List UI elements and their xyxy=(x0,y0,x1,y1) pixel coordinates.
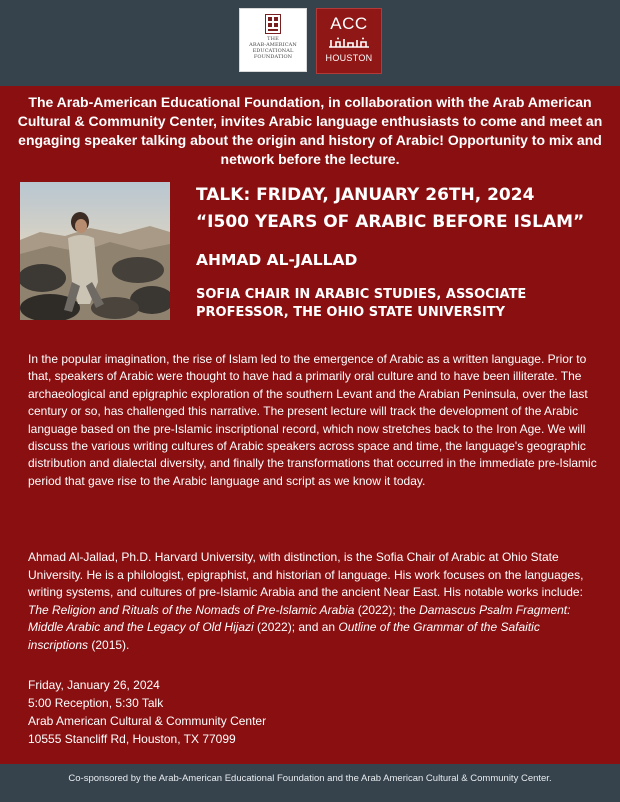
bio-work-title: The Religion and Rituals of the Nomads of Pre-Islamic Arabia xyxy=(28,602,355,617)
footer xyxy=(0,764,620,802)
lecture-abstract: In the popular imagination, the rise of Islam led to the emergence of Arabic as a written language. Prior to that, speakers of Arabic were thought to have had a primarily oral culture and to have been illiterate. The archaeological and epigraphic exploration of the southern Levant and the Arabian Peninsula, over the last century or so, has challenged this narrative. The present lecture will track the development of the Arabic language based on the pre-Islamic inscriptional record, which now stretches back to the Iron Age. We will discuss the various writing cultures of Arabic speakers across space and time, the language's geographic distribution and dialectal diversity, and finally the transformations that occurred in the immediate pre-Islamic period that gave rise to the Arabic language and script as we know it today. xyxy=(28,352,597,488)
acc-logo[interactable] xyxy=(316,8,382,74)
acc-logo-city: HOUSTON xyxy=(325,53,373,63)
aaef-logo[interactable] xyxy=(239,8,307,72)
speaker-name: AHMAD AL-JALLAD xyxy=(196,251,358,269)
aaef-logo-line: EDUCATIONAL xyxy=(252,48,294,54)
bio-text: Ahmad Al-Jallad, Ph.D. Harvard University, with distinction, is the Sofia Chair of Arabic at Ohio State University. He is a philologist, epigraphist, and historian of language. His work focuses on the languages, writing systems, and cultures of pre-Islamic Arabia and the ancient Near East. His notable works include: xyxy=(28,550,584,599)
event-date: Friday, January 26, 2024 xyxy=(28,678,160,692)
bio-work-title: Damascus Psalm Fragment: Middle Arabic and the Legacy of Old Hijazi xyxy=(28,602,571,634)
talk-title: “I500 YEARS OF ARABIC BEFORE ISLAM” xyxy=(196,212,585,232)
aaef-logo-line: ARAB-AMERICAN xyxy=(249,42,297,48)
event-address: 10555 Stancliff Rd, Houston, TX 77099 xyxy=(28,732,236,746)
aaef-logo-line: THE xyxy=(267,36,279,42)
flyer-main xyxy=(0,86,620,764)
intro-text: The Arab-American Educational Foundation, in collaboration with the Arab American Cultural & Community Center, invites Arabic language enthusiasts to come and meet an engaging speaker talking about the origin and history of Arabic! Opportunity to mix and network before the lecture. xyxy=(17,94,603,167)
arabic-calligraphy-icon xyxy=(327,36,371,50)
talk-date-heading: TALK: FRIDAY, JANUARY 26TH, 2024 xyxy=(196,185,535,205)
speaker-photo xyxy=(20,182,170,320)
event-times: 5:00 Reception, 5:30 Talk xyxy=(28,696,164,710)
speaker-photo-illustration xyxy=(20,182,170,320)
speaker-bio xyxy=(28,549,602,654)
bio-text: (2022); the xyxy=(354,602,420,617)
bio-text: (2022); and an xyxy=(253,620,339,634)
bio-text: (2015). xyxy=(88,637,130,652)
event-details xyxy=(28,676,428,748)
acc-logo-acronym: ACC xyxy=(330,14,368,33)
event-venue: Arab American Cultural & Community Center xyxy=(28,714,267,728)
aaef-logo-line: FOUNDATION xyxy=(253,54,293,60)
header xyxy=(0,0,620,86)
aaef-emblem-icon xyxy=(265,14,281,34)
footer-cosponsor-text: Co-sponsored by the Arab-American Educational Foundation and the Arab American Cultural & Community Center. xyxy=(68,773,552,784)
speaker-role: SOFIA CHAIR IN ARABIC STUDIES, ASSOCIATE PROFESSOR, THE OHIO STATE UNIVERSITY xyxy=(196,287,527,320)
bio-work-title: Outline of the Grammar of the Safaitic inscriptions xyxy=(28,620,540,652)
